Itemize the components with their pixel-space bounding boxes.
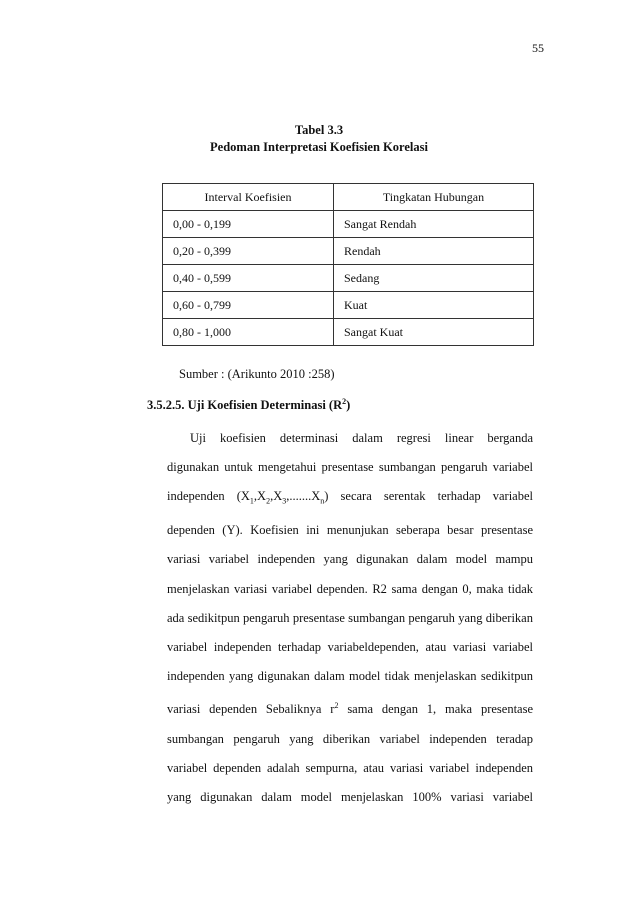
line-fragment: sama dengan 1, maka presentase [338, 702, 533, 717]
table-caption [0, 122, 638, 156]
paragraph-line [167, 482, 533, 516]
level-cell: Kuat [334, 292, 534, 319]
line-fragment: ,X [253, 489, 267, 504]
subscript: n [320, 496, 325, 506]
paragraph-line: variabel dependen adalah sempurna, atau variasi variabel independen [167, 760, 533, 775]
paragraph-line: variasi variabel independen yang digunakan dalam model mampu [167, 552, 533, 567]
paragraph-line: menjelaskan variasi variabel dependen. R2 sama dengan 0, maka tidak [167, 581, 533, 596]
heading-close: ) [346, 398, 351, 413]
section-heading [147, 397, 350, 413]
level-cell: Sangat Rendah [334, 211, 534, 238]
paragraph-line: sumbangan pengaruh yang diberikan variabel independen teradap [167, 731, 533, 746]
line-fragment: ,X [270, 489, 283, 504]
subscript: 3 [282, 496, 287, 506]
level-cell: Rendah [334, 238, 534, 265]
paragraph-line: Uji koefisien determinasi dalam regresi linear berganda [190, 431, 533, 445]
table-row [163, 292, 534, 319]
paragraph-line [167, 691, 533, 724]
level-cell: Sedang [334, 265, 534, 292]
subscript: 2 [266, 496, 271, 506]
superscript: 2 [334, 701, 339, 711]
subscript: 1 [249, 496, 254, 506]
section-heading-text: 3.5.2.5. Uji Koefisien Determinasi (R [147, 398, 343, 413]
page-number: 55 [532, 41, 544, 55]
line-fragment: ,.......X [286, 489, 321, 504]
header-level: Tingkatan Hubungan [334, 184, 534, 211]
body-paragraph [167, 424, 533, 812]
interval-cell: 0,20 - 0,399 [163, 238, 334, 265]
paragraph-line: digunakan untuk mengetahui presentase sumbangan pengaruh variabel [167, 460, 533, 475]
paragraph-line: variabel independen terhadap variabeldependen, atau variasi variabel [167, 639, 533, 654]
line-fragment: ) secara serentak terhadap variabel [324, 489, 533, 504]
table-row [163, 265, 534, 292]
paragraph-line: yang digunakan dalam model menjelaskan 100% variasi variabel [167, 790, 533, 805]
paragraph-line: dependen (Y). Koefisien ini menunjukan seberapa besar presentase [167, 523, 533, 538]
table-row [163, 319, 534, 346]
table-title: Pedoman Interpretasi Koefisien Korelasi [210, 140, 428, 154]
level-cell: Sangat Kuat [334, 319, 534, 346]
line-fragment: variasi dependen Sebaliknya r [167, 702, 335, 717]
interval-cell: 0,80 - 1,000 [163, 319, 334, 346]
interval-cell: 0,60 - 0,799 [163, 292, 334, 319]
table-row [163, 211, 534, 238]
interval-cell: 0,00 - 0,199 [163, 211, 334, 238]
table-source: Sumber : (Arikunto 2010 :258) [179, 367, 335, 381]
heading-superscript: 2 [342, 397, 347, 406]
paragraph-line: ada sedikitpun pengaruh presentase sumbangan pengaruh yang diberikan [167, 610, 533, 625]
table-row [163, 238, 534, 265]
interval-cell: 0,40 - 0,599 [163, 265, 334, 292]
table-header-row [163, 184, 534, 211]
header-interval: Interval Koefisien [163, 184, 334, 211]
paragraph-line: independen yang digunakan dalam model tidak menjelaskan sedikitpun [167, 669, 533, 684]
line-fragment: independen (X [167, 489, 250, 504]
table-label: Tabel 3.3 [294, 123, 344, 137]
correlation-table [162, 183, 534, 346]
